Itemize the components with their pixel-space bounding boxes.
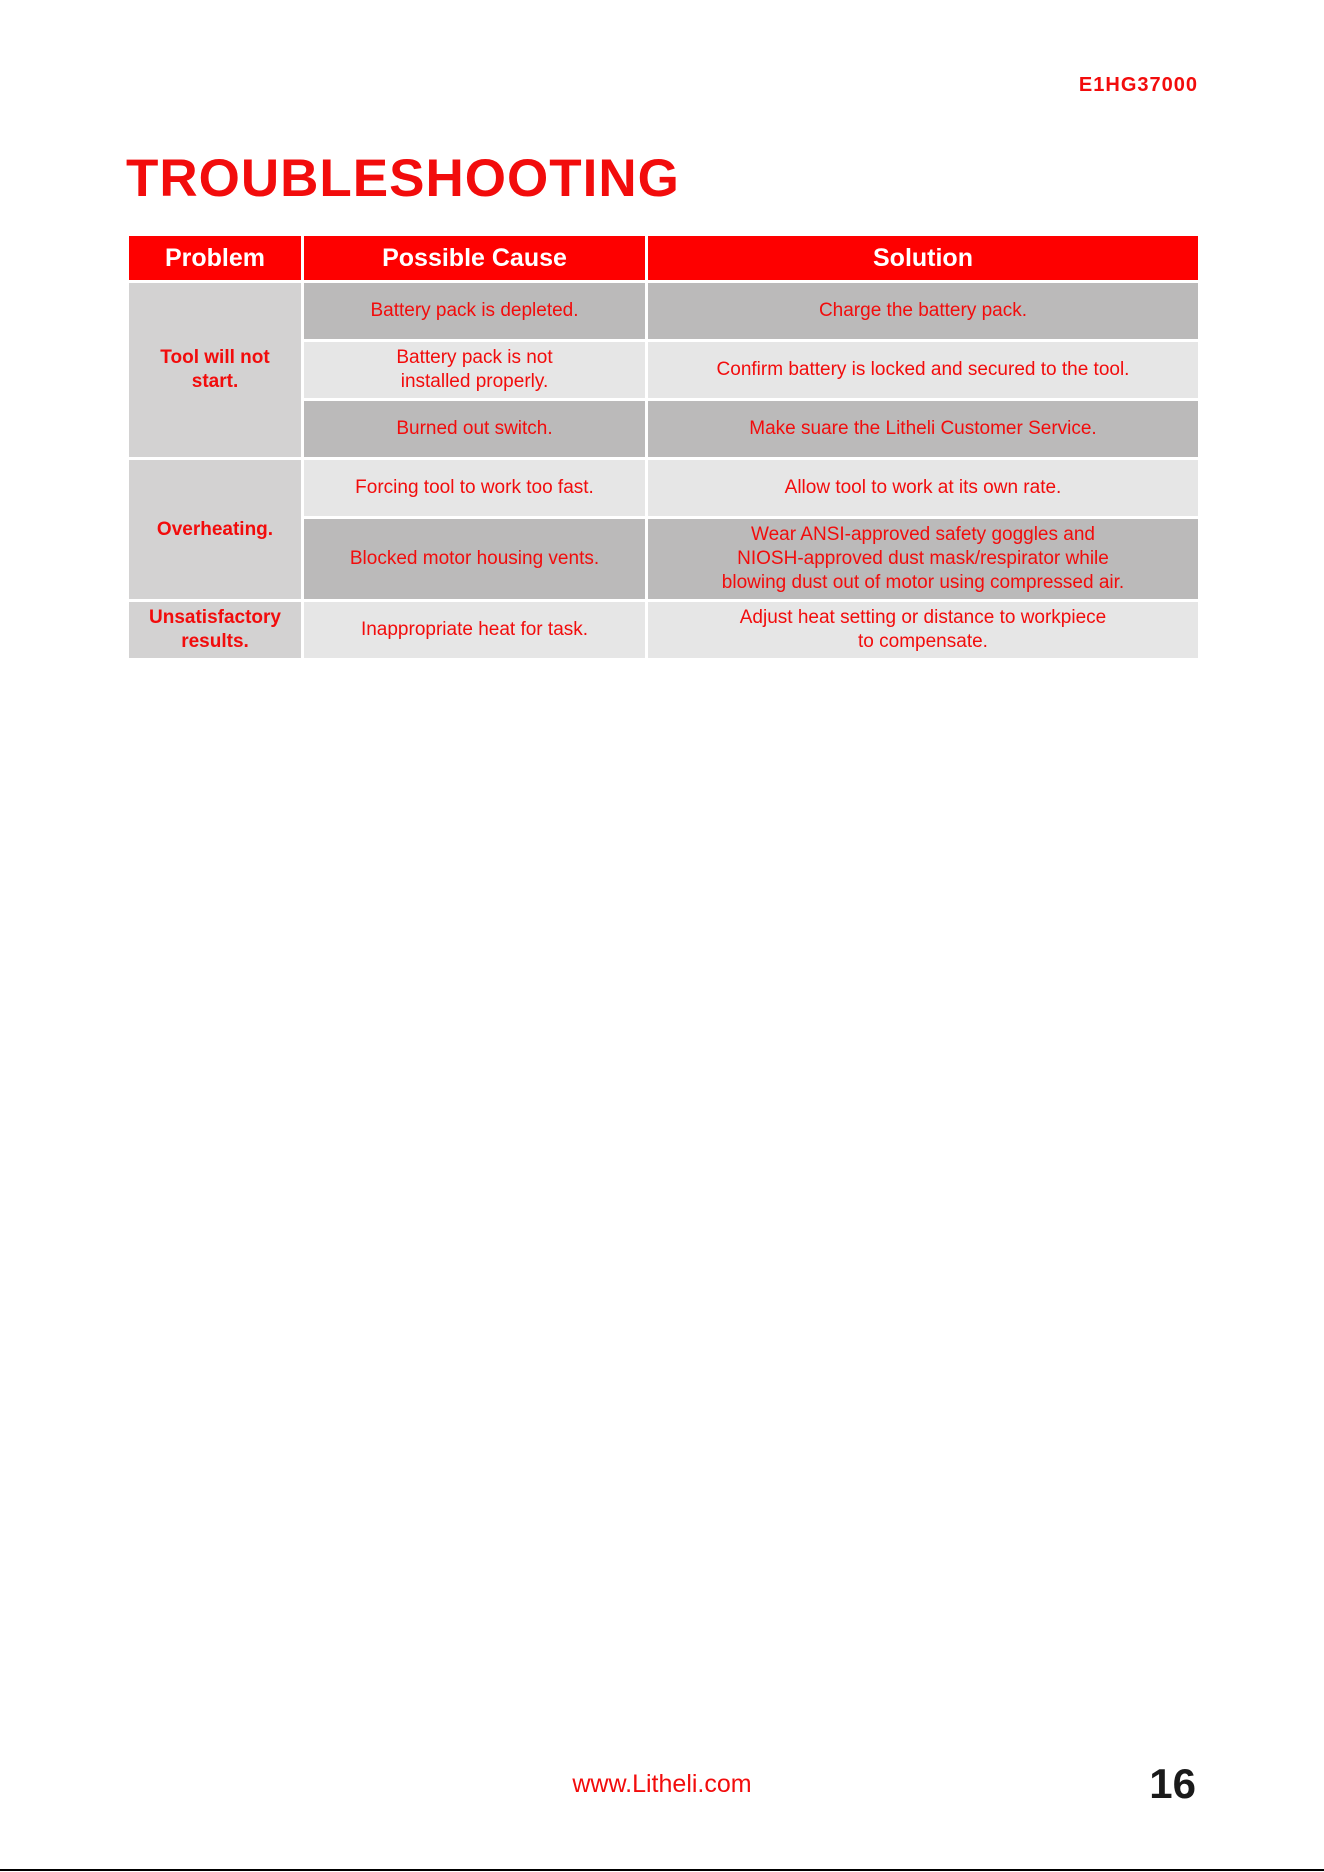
table-row: [128, 282, 1200, 341]
model-code: E1HG37000: [1078, 74, 1198, 96]
solution-cell: Charge the battery pack.: [647, 282, 1200, 341]
footer-website-link[interactable]: www.Litheli.com: [572, 1770, 752, 1798]
troubleshooting-table: [126, 233, 1201, 661]
solution-cell: Make suare the Litheli Customer Service.: [647, 400, 1200, 459]
cause-cell: Burned out switch.: [303, 400, 647, 459]
header-solution: Solution: [647, 235, 1200, 282]
page-number: 16: [1149, 1760, 1196, 1807]
solution-cell: Allow tool to work at its own rate.: [647, 459, 1200, 518]
header-possible-cause: Possible Cause: [303, 235, 647, 282]
cause-cell: Blocked motor housing vents.: [303, 518, 647, 601]
problem-tool-will-not-start: Tool will not start.: [128, 282, 303, 459]
table-row: [128, 601, 1200, 660]
bottom-divider: [0, 1869, 1324, 1871]
solution-cell: Adjust heat setting or distance to workpiece to compensate.: [647, 601, 1200, 660]
problem-overheating: Overheating.: [128, 459, 303, 601]
cause-cell: Forcing tool to work too fast.: [303, 459, 647, 518]
table-header-row: [128, 235, 1200, 282]
page-title: TROUBLESHOOTING: [126, 149, 680, 208]
solution-cell: Confirm battery is locked and secured to the tool.: [647, 341, 1200, 400]
solution-cell: Wear ANSI-approved safety goggles and NIOSH-approved dust mask/respirator while blowing dust out of motor using compressed air.: [647, 518, 1200, 601]
cause-cell: Battery pack is depleted.: [303, 282, 647, 341]
table-row: [128, 459, 1200, 518]
problem-unsatisfactory-results: Unsatisfactory results.: [128, 601, 303, 660]
cause-cell: Inappropriate heat for task.: [303, 601, 647, 660]
cause-cell: Battery pack is not installed properly.: [303, 341, 647, 400]
header-problem: Problem: [128, 235, 303, 282]
